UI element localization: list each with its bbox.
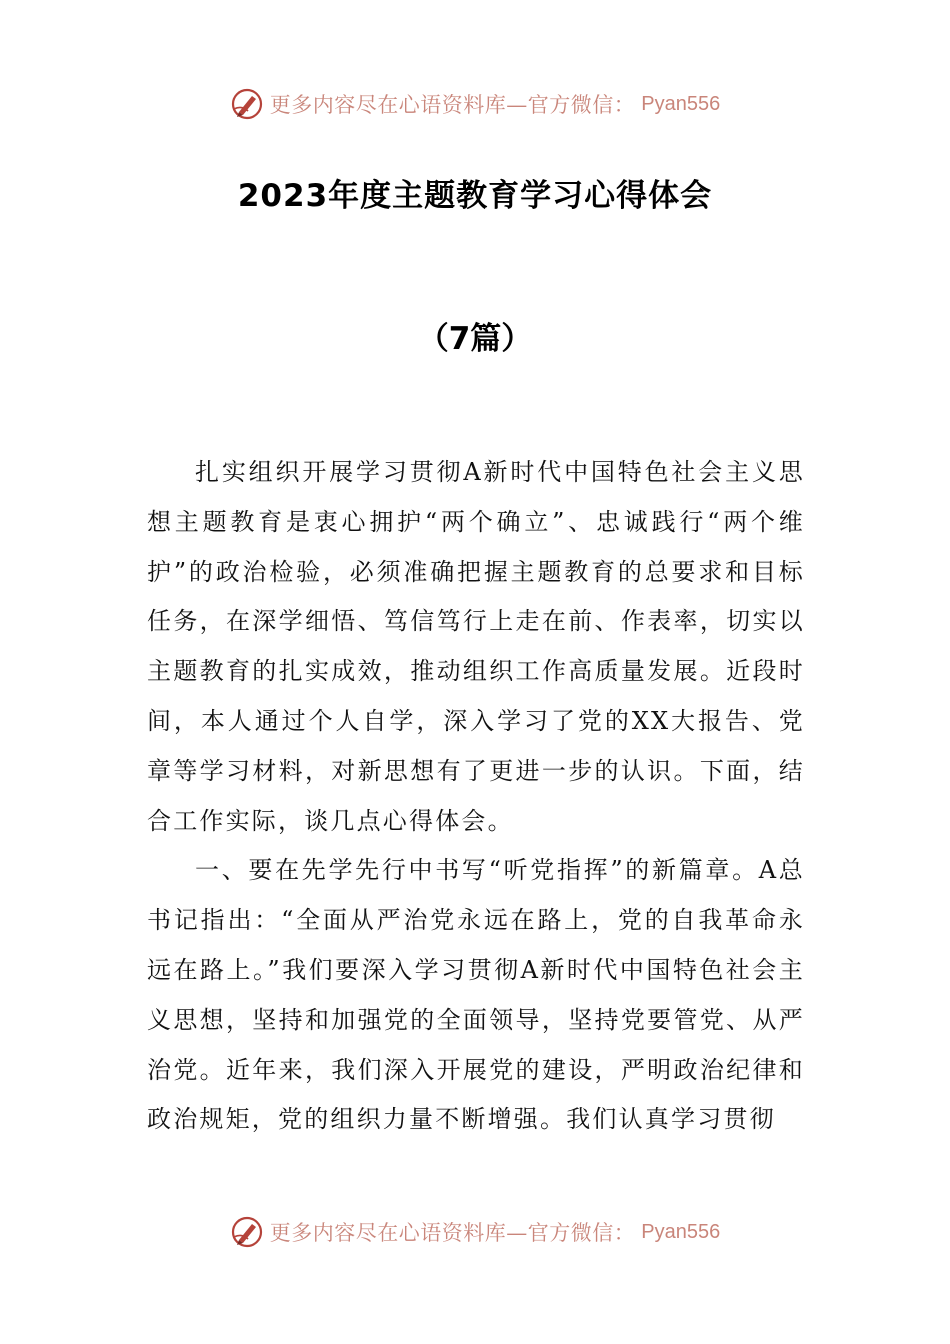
pen-logo-icon [230,1215,264,1249]
paragraph: 扎实组织开展学习贯彻A新时代中国特色社会主义思想主题教育是衷心拥护“两个确立”、忠诚践行“两个维护”的政治检验，必须准确把握主题教育的总要求和目标任务，在深学细悟、笃信笃行上走在前、作表率，切实以主题教育的扎实成效，推动组织工作高质量发展。近段时间，本人通过个人自学，深入学习了党的XX大报告、党章等学习材料，对新思想有了更进一步的认识。下面，结合工作实际，谈几点心得体会。 [147,458,805,835]
paragraph: 一、要在先学先行中书写“听党指挥”的新篇章。A总书记指出：“全面从严治党永远在路上，党的自我革命永远在路上。”我们要深入学习贯彻A新时代中国特色社会主义思想，坚持和加强党的全面领导，坚持党要管党、从严治党。近年来，我们深入开展党的建设，严明政治纪律和政治规矩，党的组织力量不断增强。我们认真学习贯彻 [147,856,805,1134]
watermark-wechat-id: Pyan556 [641,92,721,115]
document-subtitle: （7篇） [417,321,533,357]
document-title: 2023年度主题教育学习心得体会 [237,178,713,214]
pen-logo-icon [230,87,264,121]
watermark-text: 更多内容尽在心语资料库—官方微信： [269,1221,636,1245]
watermark-wechat-id: Pyan556 [641,1220,721,1243]
document-body [147,448,805,1145]
header-watermark [0,84,950,124]
footer-watermark [0,1212,950,1252]
watermark-text: 更多内容尽在心语资料库—官方微信： [269,93,636,117]
